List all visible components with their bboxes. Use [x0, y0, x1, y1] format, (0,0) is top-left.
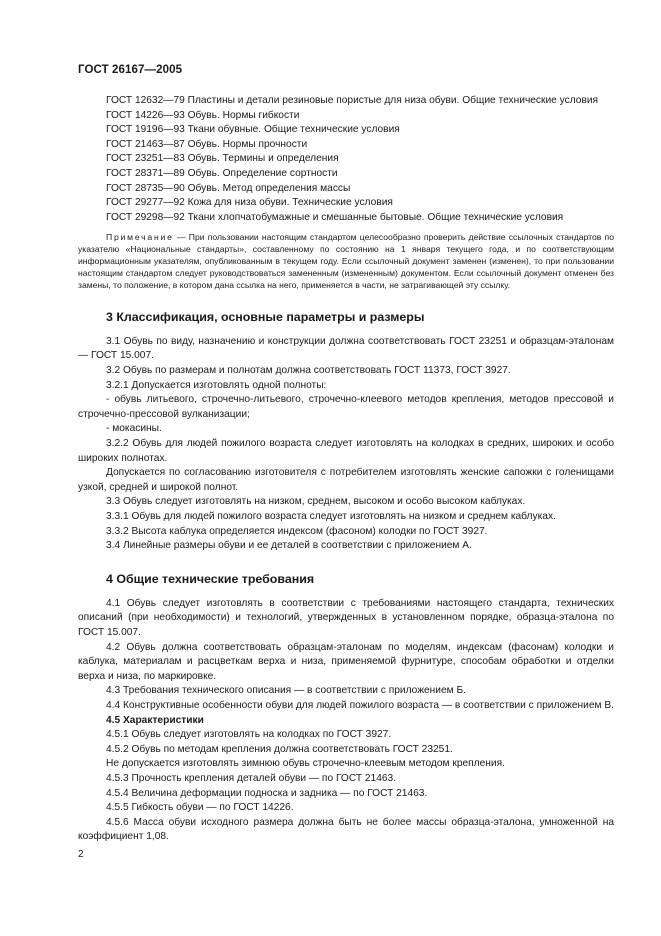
- note-text: — При пользовании настоящим стандартом целесообразно проверить действие ссылочных стандартов по указателю «Национальные стандарты», составленному по состоянию на 1 января текущего года, и по соответствующим информационным указателям, опубликованным в текущем году. Если ссылочный документ заменен (изменен), то при пользовании настоящим стандартом следует руководствоваться замененным (измененным) документом. Если ссылочный документ отменен без замены, то положение, в котором дана ссылка на него, применяется в части, не затрагивающей эту ссылку.: [78, 232, 614, 290]
- section-3-title: 3 Классификация, основные параметры и размеры: [106, 309, 425, 324]
- clause-list-item: - обувь литьевого, строчечно-литьевого, строчечно-клеевого методов крепления, методов прессовой и строчечно-прессовой вулканизации;: [78, 394, 614, 420]
- clause-paragraph: 4.5.1 Обувь следует изготовлять на колодках по ГОСТ 3927.: [106, 729, 392, 741]
- clause-paragraph: 3.3 Обувь следует изготовлять на низком, среднем, высоком и особо высоком каблуках.: [106, 496, 526, 508]
- clause-paragraph: 3.2.2 Обувь для людей пожилого возраста следует изготовлять на колодках в средних, широких и особо широких полнотах.: [78, 438, 614, 464]
- reference-item: ГОСТ 12632—79 Пластины и детали резиновые пористые для низа обуви. Общие технические условия: [106, 95, 599, 106]
- references-note: [78, 232, 614, 292]
- clause-paragraph: 3.2.1 Допускается изготовлять одной полноты:: [106, 379, 327, 391]
- section-3-body: [78, 335, 614, 554]
- clause-paragraph: 3.3.2 Высота каблука определяется индексом (фасоном) колодки по ГОСТ 3927.: [106, 525, 488, 537]
- clause-paragraph: 4.3 Требования технического описания — в соответствии с приложением Б.: [106, 685, 467, 697]
- note-label: Примечание: [106, 232, 174, 243]
- clause-paragraph: 4.5.4 Величина деформации подноска и задника — по ГОСТ 21463.: [106, 787, 428, 799]
- clause-paragraph: 4.2 Обувь должна соответствовать образцам-эталонам по моделям, индексам (фасонам) колодки и каблука, материалам и расцветкам верха и низа, применяемой фурнитуре, способам обработки и отделки верха и низа, по маркировке.: [78, 641, 614, 682]
- document-code: ГОСТ 26167—2005: [78, 64, 183, 76]
- clause-paragraph: 4.5.2 Обувь по методам крепления должна соответствовать ГОСТ 23251.: [106, 743, 453, 755]
- reference-item: ГОСТ 14226—93 Обувь. Нормы гибкости: [106, 109, 300, 121]
- reference-item: ГОСТ 19196—93 Ткани обувные. Общие технические условия: [106, 124, 400, 136]
- reference-item: ГОСТ 23251—83 Обувь. Термины и определения: [106, 153, 339, 165]
- clause-paragraph: 4.5.5 Гибкость обуви — по ГОСТ 14226.: [106, 802, 294, 814]
- clause-paragraph: 3.4 Линейные размеры обуви и ее деталей в соответствии с приложением А.: [106, 540, 472, 552]
- subsection-4-5-title: 4.5 Характеристики: [106, 714, 204, 726]
- clause-paragraph: 3.1 Обувь по виду, назначению и конструкции должна соответствовать ГОСТ 23251 и образцам-эталонам — ГОСТ 15.007.: [78, 335, 614, 362]
- clause-paragraph: 4.4 Конструктивные особенности обуви для людей пожилого возраста — в соответствии с приложением В.: [106, 699, 614, 711]
- clause-paragraph: Допускается по согласованию изготовителя с потребителем изготовлять женские сапожки с голенищами узкой, средней и широкой полнот.: [78, 467, 614, 493]
- page-number: 2: [78, 849, 84, 860]
- clause-paragraph: 4.5.6 Масса обуви исходного размера должна быть не более массы образца-эталона, умноженной на коэффициент 1,08.: [78, 816, 614, 843]
- reference-item: ГОСТ 29277—92 Кожа для низа обуви. Технические условия: [106, 197, 393, 209]
- clause-list-item: - мокасины.: [106, 423, 162, 435]
- clause-paragraph: 3.2 Обувь по размерам и полнотам должна соответствовать ГОСТ 11373, ГОСТ 3927.: [106, 365, 511, 377]
- clause-paragraph: Не допускается изготовлять зимнюю обувь строчечно-клеевым методом крепления.: [106, 758, 505, 770]
- reference-item: ГОСТ 21463—87 Обувь. Нормы прочности: [106, 138, 308, 150]
- reference-item: ГОСТ 29298—92 Ткани хлопчатобумажные и смешанные бытовые. Общие технические условия: [106, 211, 564, 223]
- section-4-body: [78, 597, 614, 845]
- reference-item: ГОСТ 28371—89 Обувь. Определение сортности: [106, 167, 338, 179]
- clause-paragraph: 4.1 Обувь следует изготовлять в соответствии с требованиями настоящего стандарта, технических описаний (при необходимости) и технологий, утвержденных в установленном порядке, образца-эталона по ГОСТ 15.007.: [78, 597, 614, 638]
- normative-references-list: [78, 94, 614, 225]
- clause-paragraph: 4.5.3 Прочность крепления деталей обуви — по ГОСТ 21463.: [106, 772, 397, 784]
- page-body: [78, 94, 614, 845]
- reference-item: ГОСТ 28735—90 Обувь. Метод определения массы: [106, 182, 351, 194]
- section-4-title: 4 Общие технические требования: [106, 571, 315, 586]
- clause-paragraph: 3.3.1 Обувь для людей пожилого возраста следует изготовлять на низком и среднем каблуках.: [106, 511, 556, 522]
